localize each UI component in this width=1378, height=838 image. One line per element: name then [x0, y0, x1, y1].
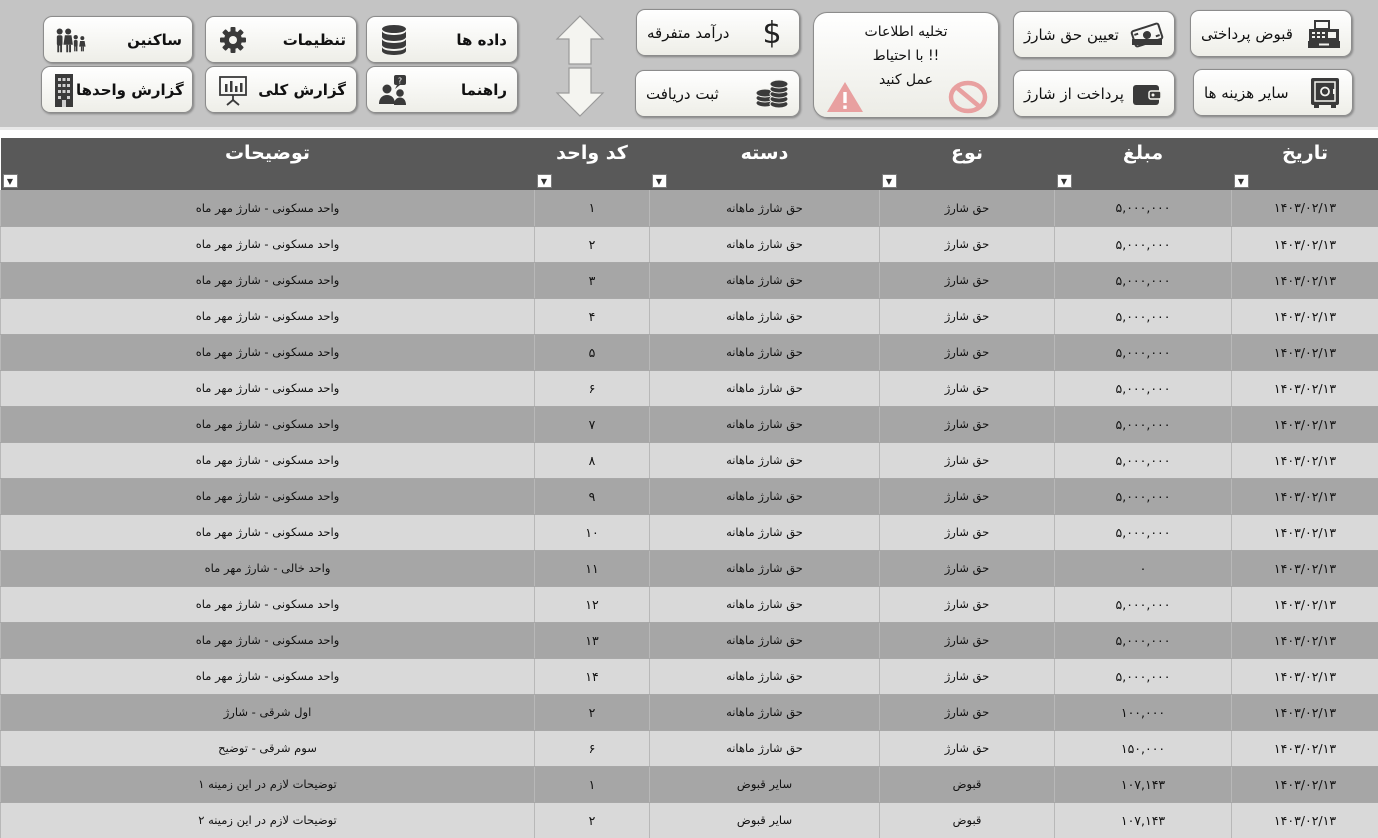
cell-amount[interactable]: ۵,۰۰۰,۰۰۰	[1055, 298, 1232, 334]
filter-dropdown-icon[interactable]: ▼	[537, 174, 552, 188]
settings-label: تنظیمات	[282, 30, 346, 49]
cell-unit-code[interactable]: ۵	[535, 334, 650, 370]
guide-label: راهنما	[461, 80, 507, 99]
cell-description[interactable]: واحد مسکونی - شارژ مهر ماه	[1, 226, 535, 262]
cell-type[interactable]: حق شارژ	[880, 442, 1055, 478]
cell-amount[interactable]: ۱۰۷,۱۴۳	[1055, 802, 1232, 838]
table-row[interactable]	[1, 802, 1378, 838]
cell-description[interactable]: واحد مسکونی - شارژ مهر ماه	[1, 442, 535, 478]
cell-date[interactable]: ۱۴۰۳/۰۲/۱۳	[1232, 802, 1378, 838]
cell-type[interactable]: حق شارژ	[880, 262, 1055, 298]
cell-type[interactable]: حق شارژ	[880, 478, 1055, 514]
column-header-description	[1, 138, 535, 190]
svg-text:$: $	[762, 16, 782, 49]
cell-date[interactable]: ۱۴۰۳/۰۲/۱۳	[1232, 658, 1378, 694]
cell-amount[interactable]: ۱۰۰,۰۰۰	[1055, 694, 1232, 730]
table-row[interactable]	[1, 586, 1378, 622]
database-icon	[377, 23, 411, 57]
general-report-button[interactable]	[205, 66, 357, 113]
payment-receipts-button[interactable]	[1190, 10, 1352, 57]
cell-type[interactable]: قبوض	[880, 766, 1055, 802]
data-button[interactable]	[366, 16, 518, 63]
gear-icon	[216, 23, 250, 57]
coins-icon	[755, 77, 789, 111]
cell-date[interactable]: ۱۴۰۳/۰۲/۱۳	[1232, 370, 1378, 406]
cell-description[interactable]: واحد مسکونی - شارژ مهر ماه	[1, 190, 535, 226]
set-charge-label: تعیین حق شارژ	[1024, 25, 1119, 44]
filter-dropdown-icon[interactable]: ▼	[3, 174, 18, 188]
cell-type[interactable]: حق شارژ	[880, 298, 1055, 334]
cell-category[interactable]: حق شارژ ماهانه	[650, 190, 880, 226]
scroll-arrows[interactable]	[555, 14, 605, 118]
cell-amount[interactable]: ۵,۰۰۰,۰۰۰	[1055, 190, 1232, 226]
column-header-type	[880, 138, 1055, 190]
cell-category[interactable]: حق شارژ ماهانه	[650, 478, 880, 514]
pay-from-charge-label: پرداخت از شارژ	[1024, 84, 1124, 103]
cell-amount[interactable]: ۱۰۷,۱۴۳	[1055, 766, 1232, 802]
table-header-row	[1, 138, 1378, 190]
prohibited-icon	[948, 79, 988, 115]
warning-icon	[826, 81, 864, 113]
cell-date[interactable]: ۱۴۰۳/۰۲/۱۳	[1232, 406, 1378, 442]
cell-unit-code[interactable]: ۱۴	[535, 658, 650, 694]
cell-type[interactable]: حق شارژ	[880, 586, 1055, 622]
residents-label: ساکنین	[127, 30, 182, 49]
residents-button[interactable]	[43, 16, 193, 63]
column-header-date	[1232, 138, 1378, 190]
cell-unit-code[interactable]: ۹	[535, 478, 650, 514]
register-receipt-label: ثبت دریافت	[646, 84, 719, 103]
cell-type[interactable]: حق شارژ	[880, 406, 1055, 442]
table-row[interactable]	[1, 766, 1378, 802]
cell-unit-code[interactable]: ۱	[535, 190, 650, 226]
column-header-amount-label: مبلغ	[1122, 142, 1164, 164]
cell-amount[interactable]: ۱۵۰,۰۰۰	[1055, 730, 1232, 766]
cell-unit-code[interactable]: ۲	[535, 694, 650, 730]
cell-type[interactable]: حق شارژ	[880, 226, 1055, 262]
filter-dropdown-icon[interactable]: ▼	[1057, 174, 1072, 188]
cell-category[interactable]: حق شارژ ماهانه	[650, 550, 880, 586]
cell-amount[interactable]: ۰	[1055, 550, 1232, 586]
family-icon	[54, 23, 88, 57]
cell-description[interactable]: واحد مسکونی - شارژ مهر ماه	[1, 406, 535, 442]
cell-description[interactable]: واحد مسکونی - شارژ مهر ماه	[1, 370, 535, 406]
cash-icon	[1130, 18, 1164, 52]
cell-description[interactable]: واحد مسکونی - شارژ مهر ماه	[1, 298, 535, 334]
table-row[interactable]	[1, 694, 1378, 730]
cell-amount[interactable]: ۵,۰۰۰,۰۰۰	[1055, 370, 1232, 406]
safe-icon	[1308, 76, 1342, 110]
cell-description[interactable]: سوم شرقی - توضیح	[1, 730, 535, 766]
filter-dropdown-icon[interactable]: ▼	[652, 174, 667, 188]
cell-description[interactable]: واحد خالی - شارژ مهر ماه	[1, 550, 535, 586]
cell-category[interactable]: حق شارژ ماهانه	[650, 298, 880, 334]
table-body	[1, 190, 1378, 838]
cell-date[interactable]: ۱۴۰۳/۰۲/۱۳	[1232, 730, 1378, 766]
register-receipt-button[interactable]	[635, 70, 800, 117]
table-row[interactable]	[1, 730, 1378, 766]
filter-dropdown-icon[interactable]: ▼	[1234, 174, 1249, 188]
cell-type[interactable]: حق شارژ	[880, 730, 1055, 766]
transactions-table	[0, 138, 1378, 838]
cell-date[interactable]: ۱۴۰۳/۰۲/۱۳	[1232, 262, 1378, 298]
cell-unit-code[interactable]: ۱۱	[535, 550, 650, 586]
cell-amount[interactable]: ۵,۰۰۰,۰۰۰	[1055, 226, 1232, 262]
column-header-category-label: دسته	[740, 142, 789, 164]
cell-unit-code[interactable]: ۶	[535, 730, 650, 766]
cell-amount[interactable]: ۵,۰۰۰,۰۰۰	[1055, 334, 1232, 370]
cell-amount[interactable]: ۵,۰۰۰,۰۰۰	[1055, 406, 1232, 442]
table-row[interactable]	[1, 478, 1378, 514]
clear-data-button[interactable]	[813, 12, 999, 118]
cell-type[interactable]: حق شارژ	[880, 514, 1055, 550]
cell-category[interactable]: حق شارژ ماهانه	[650, 334, 880, 370]
cell-category[interactable]: حق شارژ ماهانه	[650, 586, 880, 622]
column-header-unit-code	[535, 138, 650, 190]
cell-category[interactable]: سایر قبوض	[650, 802, 880, 838]
clear-data-line3: عمل کنید	[879, 72, 933, 88]
cell-amount[interactable]: ۵,۰۰۰,۰۰۰	[1055, 622, 1232, 658]
cell-type[interactable]: حق شارژ	[880, 190, 1055, 226]
cell-type[interactable]: حق شارژ	[880, 550, 1055, 586]
table-row[interactable]	[1, 622, 1378, 658]
column-header-category	[650, 138, 880, 190]
cell-category[interactable]: حق شارژ ماهانه	[650, 370, 880, 406]
cell-date[interactable]: ۱۴۰۳/۰۲/۱۳	[1232, 334, 1378, 370]
guide-button[interactable]	[366, 66, 518, 113]
cell-amount[interactable]: ۵,۰۰۰,۰۰۰	[1055, 658, 1232, 694]
cell-amount[interactable]: ۵,۰۰۰,۰۰۰	[1055, 514, 1232, 550]
cell-date[interactable]: ۱۴۰۳/۰۲/۱۳	[1232, 442, 1378, 478]
wallet-icon	[1130, 77, 1164, 111]
cell-unit-code[interactable]: ۱۰	[535, 514, 650, 550]
cell-date[interactable]: ۱۴۰۳/۰۲/۱۳	[1232, 766, 1378, 802]
clear-data-line1: تخلیه اطلاعات	[864, 24, 948, 40]
unit-report-label: گزارش واحدها	[76, 80, 184, 99]
arrow-down-icon	[557, 68, 603, 116]
cell-category[interactable]: حق شارژ ماهانه	[650, 226, 880, 262]
cell-description[interactable]: واحد مسکونی - شارژ مهر ماه	[1, 514, 535, 550]
cell-date[interactable]: ۱۴۰۳/۰۲/۱۳	[1232, 298, 1378, 334]
table-row[interactable]	[1, 190, 1378, 226]
cell-date[interactable]: ۱۴۰۳/۰۲/۱۳	[1232, 514, 1378, 550]
cell-amount[interactable]: ۵,۰۰۰,۰۰۰	[1055, 442, 1232, 478]
cell-date[interactable]: ۱۴۰۳/۰۲/۱۳	[1232, 226, 1378, 262]
cash-register-icon	[1307, 17, 1341, 51]
column-header-unit-code-label: کد واحد	[556, 142, 628, 164]
cell-amount[interactable]: ۵,۰۰۰,۰۰۰	[1055, 262, 1232, 298]
cell-unit-code[interactable]: ۴	[535, 298, 650, 334]
cell-description[interactable]: واحد مسکونی - شارژ مهر ماه	[1, 586, 535, 622]
cell-unit-code[interactable]: ۳	[535, 262, 650, 298]
cell-date[interactable]: ۱۴۰۳/۰۲/۱۳	[1232, 478, 1378, 514]
filter-dropdown-icon[interactable]: ▼	[882, 174, 897, 188]
column-header-amount	[1055, 138, 1232, 190]
set-charge-button[interactable]	[1013, 11, 1175, 58]
building-icon	[52, 73, 76, 107]
cell-category[interactable]: حق شارژ ماهانه	[650, 730, 880, 766]
column-header-type-label: نوع	[950, 142, 984, 164]
cell-category[interactable]: حق شارژ ماهانه	[650, 514, 880, 550]
cell-description[interactable]: واحد مسکونی - شارژ مهر ماه	[1, 478, 535, 514]
pay-from-charge-button[interactable]	[1013, 70, 1175, 117]
cell-unit-code[interactable]: ۱	[535, 766, 650, 802]
cell-category[interactable]: حق شارژ ماهانه	[650, 262, 880, 298]
presentation-chart-icon	[216, 73, 250, 107]
column-header-description-label: توضیحات	[224, 142, 311, 164]
cell-description[interactable]: واحد مسکونی - شارژ مهر ماه	[1, 622, 535, 658]
cell-amount[interactable]: ۵,۰۰۰,۰۰۰	[1055, 478, 1232, 514]
table-row[interactable]	[1, 658, 1378, 694]
cell-date[interactable]: ۱۴۰۳/۰۲/۱۳	[1232, 190, 1378, 226]
cell-date[interactable]: ۱۴۰۳/۰۲/۱۳	[1232, 622, 1378, 658]
cell-type[interactable]: حق شارژ	[880, 370, 1055, 406]
general-report-label: گزارش کلی	[258, 80, 346, 99]
other-expenses-label: سایر هزینه ها	[1204, 83, 1289, 102]
cell-category[interactable]: حق شارژ ماهانه	[650, 406, 880, 442]
cell-type[interactable]: حق شارژ	[880, 658, 1055, 694]
cell-description[interactable]: اول شرقی - شارژ	[1, 694, 535, 730]
table-row[interactable]	[1, 334, 1378, 370]
cell-description[interactable]: واحد مسکونی - شارژ مهر ماه	[1, 334, 535, 370]
table-row[interactable]	[1, 226, 1378, 262]
table-row[interactable]	[1, 442, 1378, 478]
cell-category[interactable]: حق شارژ ماهانه	[650, 442, 880, 478]
cell-type[interactable]: حق شارژ	[880, 622, 1055, 658]
cell-unit-code[interactable]: ۲	[535, 226, 650, 262]
cell-unit-code[interactable]: ۶	[535, 370, 650, 406]
cell-description[interactable]: توضیحات لازم در این زمینه ۱	[1, 766, 535, 802]
cell-description[interactable]: واحد مسکونی - شارژ مهر ماه	[1, 262, 535, 298]
cell-unit-code[interactable]: ۷	[535, 406, 650, 442]
cell-date[interactable]: ۱۴۰۳/۰۲/۱۳	[1232, 694, 1378, 730]
table-row[interactable]	[1, 514, 1378, 550]
unit-report-button[interactable]	[41, 66, 193, 113]
cell-type[interactable]: حق شارژ	[880, 334, 1055, 370]
cell-unit-code[interactable]: ۱۳	[535, 622, 650, 658]
cell-description[interactable]: توضیحات لازم در این زمینه ۲	[1, 802, 535, 838]
cell-category[interactable]: حق شارژ ماهانه	[650, 622, 880, 658]
svg-text:?: ?	[397, 76, 403, 85]
dollar-icon	[755, 16, 789, 50]
cell-unit-code[interactable]: ۲	[535, 802, 650, 838]
table-row[interactable]	[1, 262, 1378, 298]
misc-income-label: درآمد متفرقه	[647, 23, 730, 42]
column-header-date-label: تاریخ	[1281, 142, 1329, 164]
cell-category[interactable]: حق شارژ ماهانه	[650, 658, 880, 694]
cell-date[interactable]: ۱۴۰۳/۰۲/۱۳	[1232, 586, 1378, 622]
cell-type[interactable]: حق شارژ	[880, 694, 1055, 730]
cell-unit-code[interactable]: ۸	[535, 442, 650, 478]
table-row[interactable]	[1, 550, 1378, 586]
help-people-icon	[377, 73, 411, 107]
cell-category[interactable]: حق شارژ ماهانه	[650, 694, 880, 730]
table-row[interactable]	[1, 370, 1378, 406]
table-row[interactable]	[1, 298, 1378, 334]
arrow-up-icon	[557, 16, 603, 64]
misc-income-button[interactable]	[636, 9, 800, 56]
toolbar	[0, 0, 1378, 130]
payment-receipts-label: قبوض پرداختی	[1201, 24, 1293, 43]
table-row[interactable]	[1, 406, 1378, 442]
cell-category[interactable]: سایر قبوض	[650, 766, 880, 802]
data-label: داده ها	[456, 30, 507, 49]
clear-data-line2: !! با احتیاط	[872, 48, 940, 64]
cell-date[interactable]: ۱۴۰۳/۰۲/۱۳	[1232, 550, 1378, 586]
cell-description[interactable]: واحد مسکونی - شارژ مهر ماه	[1, 658, 535, 694]
cell-unit-code[interactable]: ۱۲	[535, 586, 650, 622]
settings-button[interactable]	[205, 16, 357, 63]
cell-amount[interactable]: ۵,۰۰۰,۰۰۰	[1055, 586, 1232, 622]
other-expenses-button[interactable]	[1193, 69, 1353, 116]
cell-type[interactable]: قبوض	[880, 802, 1055, 838]
